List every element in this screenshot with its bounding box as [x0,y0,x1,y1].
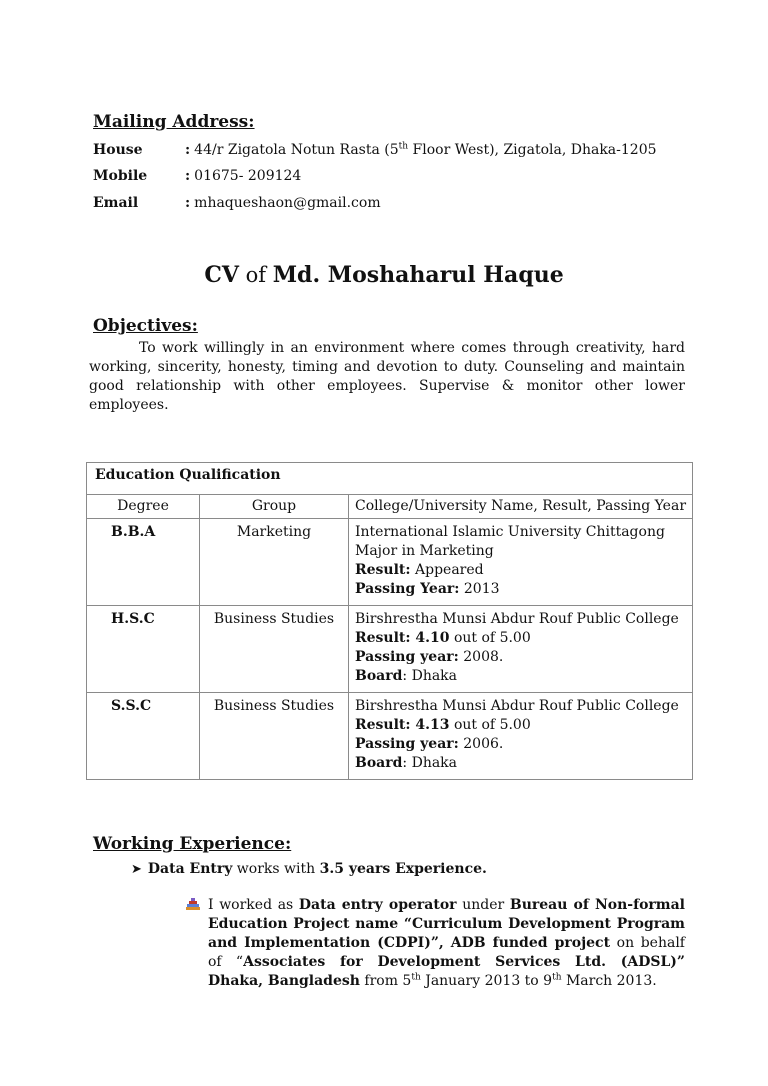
house-label: House [93,142,143,158]
education-table [86,462,693,780]
arrow-bullet-icon: ➤ [131,862,142,877]
degree-cell: S.S.C [87,693,200,780]
house-row: House : 44/r Zigatola Notun Rasta (5th Floor West), Zigatola, Dhaka-1205 [93,141,657,158]
degree-cell: H.S.C [87,606,200,693]
email-label: Email [93,195,139,211]
institution-cell: International Islamic University Chittagong Major in Marketing Result: Appeared Passing Year: 2013 [349,519,693,606]
group-cell: Marketing [200,519,349,606]
table-row [87,519,693,606]
table-row [87,606,693,693]
mailing-address-heading: Mailing Address: [93,112,255,132]
experience-detail: I worked as Data entry operator under Bureau of Non-formal Education Project name “Curriculum Development Program and Implementation (CDPI)”, ADB funded project on behalf of “Associates for Development Services Ltd. (ADSL)” Dhaka, Bangladesh from 5th January 2013 to 9th March 2013. [208,897,686,989]
institution-cell: Birshrestha Munsi Abdur Rouf Public College Result: 4.13 out of 5.00 Passing year: 2006. Board: Dhaka [349,693,693,780]
experience-bullet: ➤ Data Entry works with 3.5 years Experience. [131,859,487,880]
candidate-name: Md. Moshaharul Haque [272,262,564,288]
objectives-heading: Objectives: [93,316,198,336]
mobile-row: Mobile : 01675- 209124 [93,168,302,184]
email-row: Email : mhaqueshaon@gmail.com [93,195,381,211]
group-cell: Business Studies [200,606,349,693]
working-experience-heading: Working Experience: [93,834,292,854]
objectives-text: To work willingly in an environment where comes through creativity, hard working, sincerity, honesty, timing and devotion to duty. Counseling and maintain good relationship with other employees. Supervise & monitor other lower employees. [89,340,685,413]
house-value: 44/r Zigatola Notun Rasta (5 [194,142,399,158]
email-value: mhaqueshaon@gmail.com [194,195,381,211]
degree-cell: B.B.A [87,519,200,606]
mobile-value: 01675- 209124 [194,168,302,184]
table-row [87,693,693,780]
education-header-row: Degree Group College/University Name, Result, Passing Year [87,495,693,519]
education-heading: Education Qualification [87,463,693,495]
institution-cell: Birshrestha Munsi Abdur Rouf Public College Result: 4.10 out of 5.00 Passing year: 2008. Board: Dhaka [349,606,693,693]
stacked-books-icon [186,898,200,910]
group-cell: Business Studies [200,693,349,780]
mobile-label: Mobile [93,168,148,184]
cv-title: CV of Md. Moshaharul Haque [204,262,564,288]
